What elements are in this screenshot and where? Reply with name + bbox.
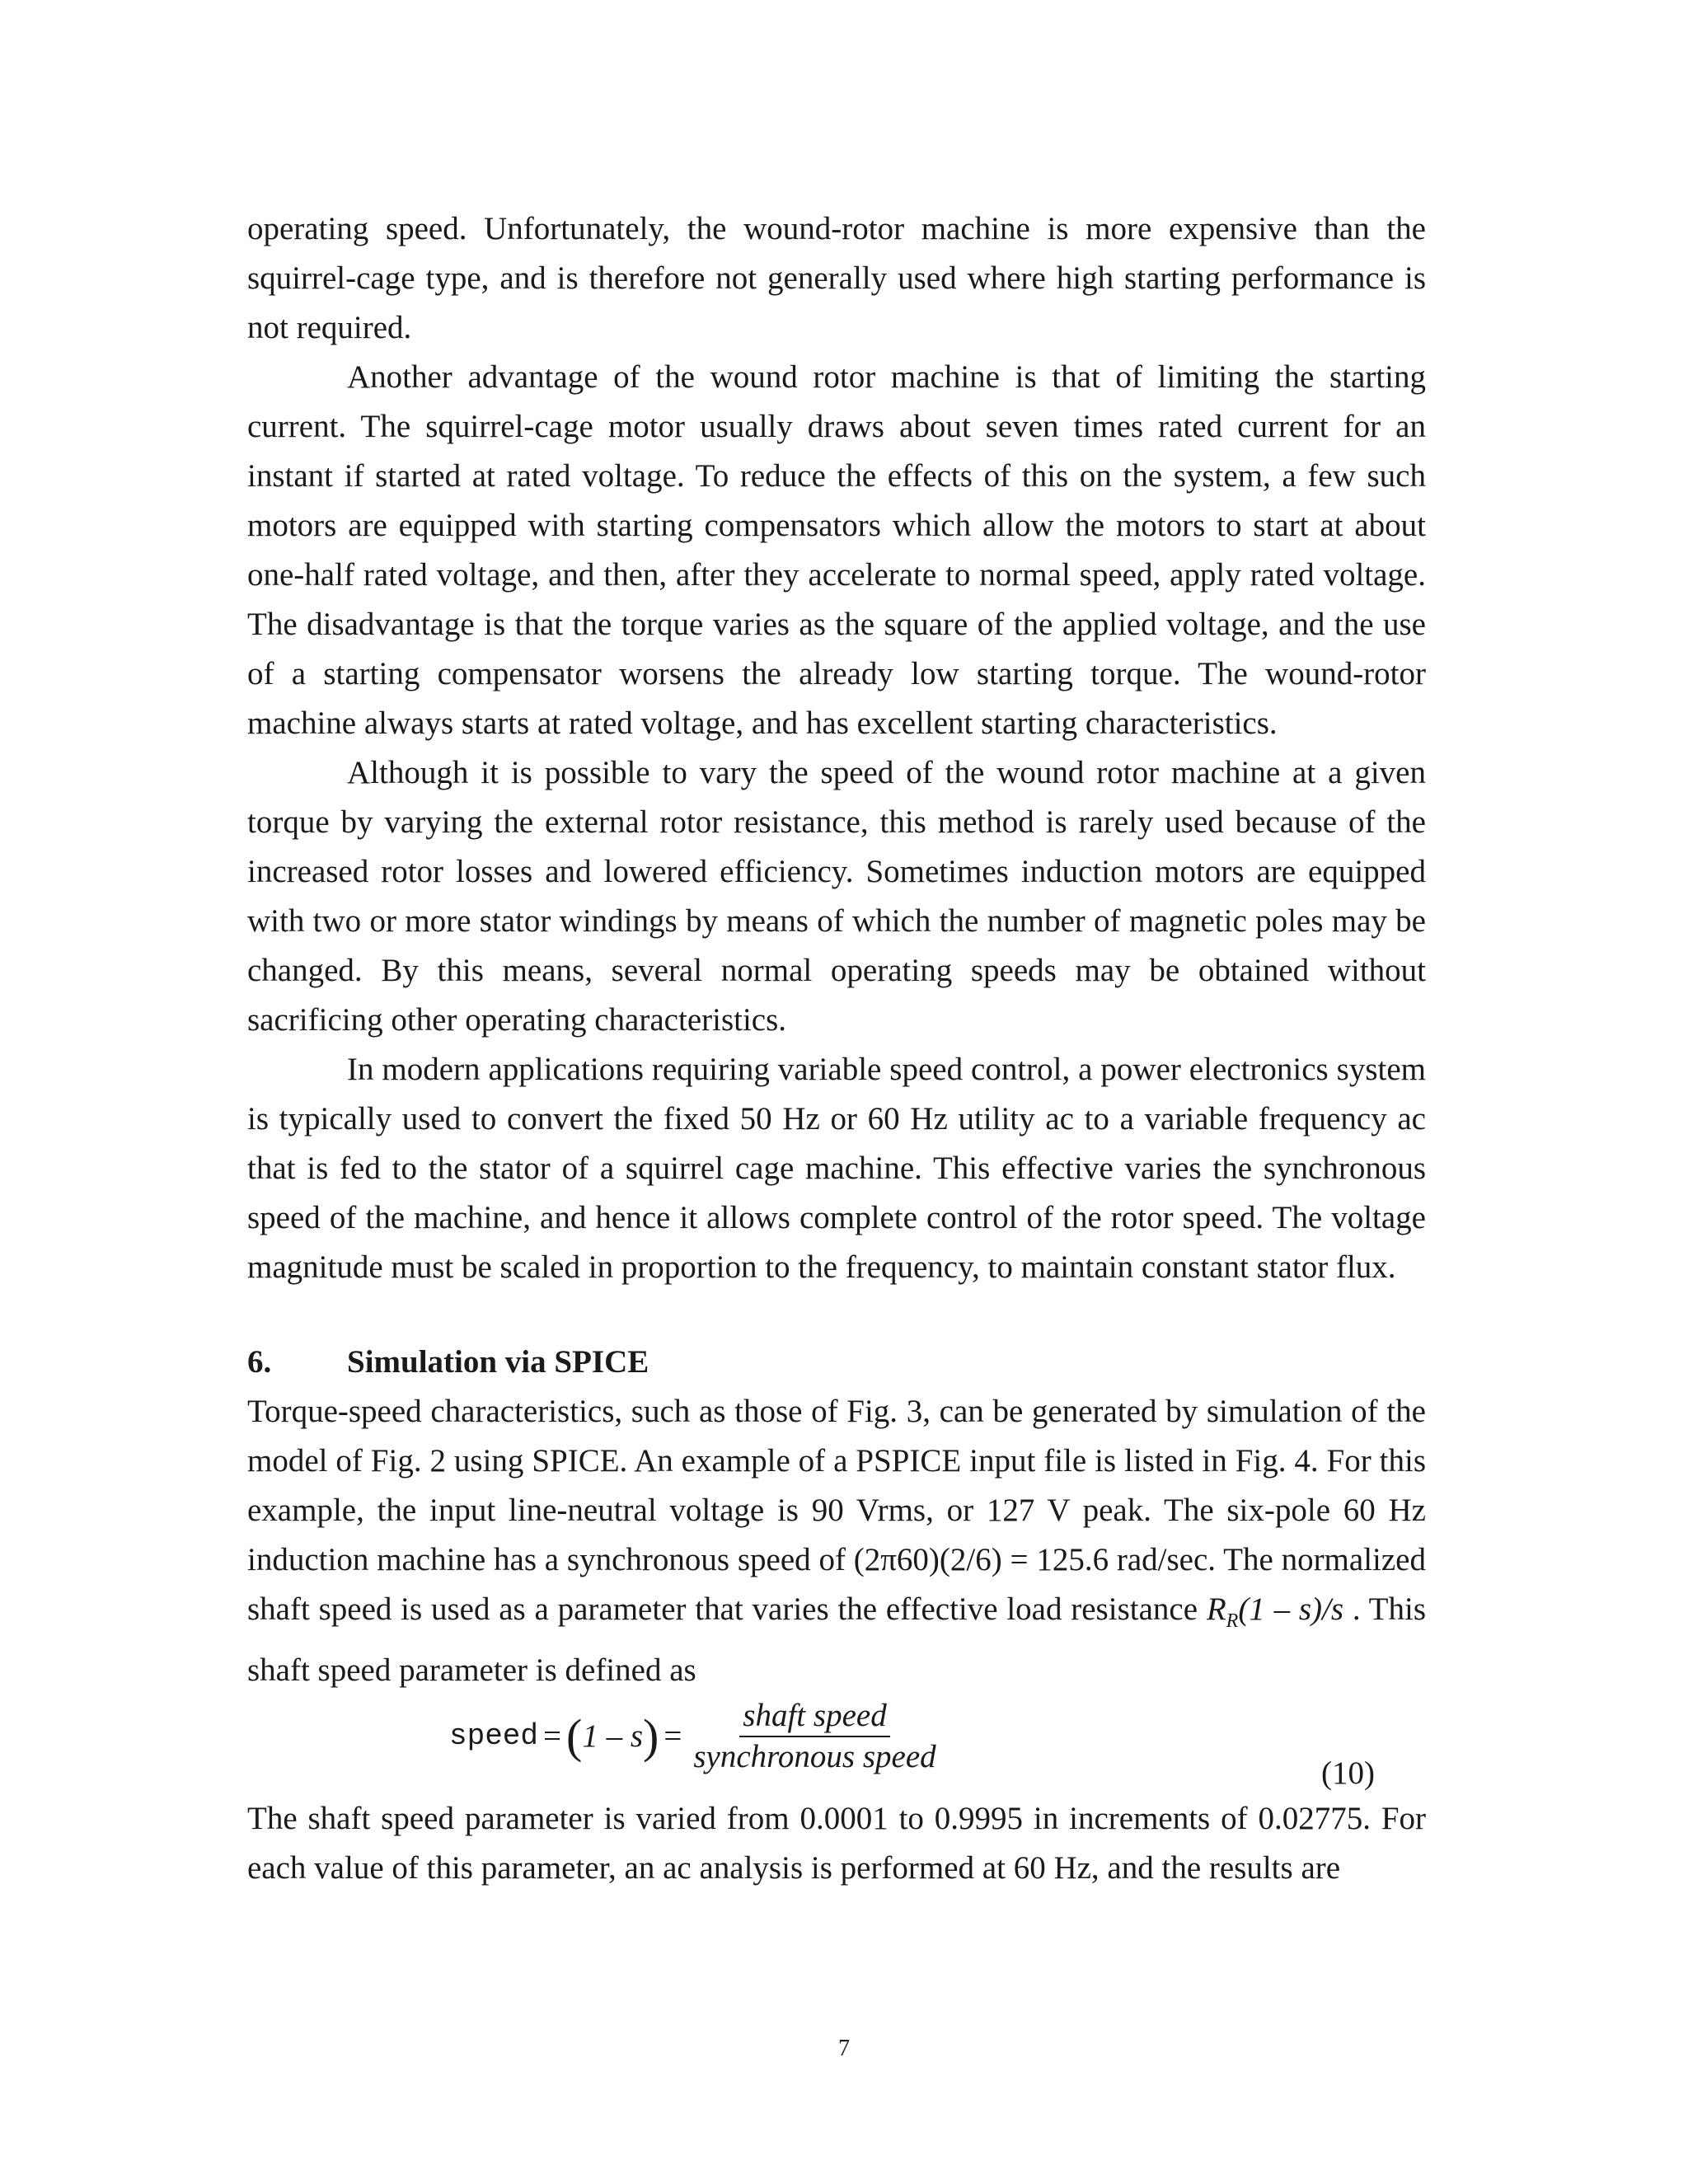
section-heading <box>247 1338 1426 1387</box>
section-number: 6. <box>247 1344 272 1380</box>
equation-number: (10) <box>1321 1755 1375 1791</box>
simulation-trailing-text: . This shaft speed parameter is defined as <box>247 1591 1427 1688</box>
equation-fraction <box>693 1698 935 1775</box>
resistance-symbol: R <box>1206 1591 1226 1627</box>
resistance-subscript: R <box>1226 1610 1239 1632</box>
equation-one-minus-s: 1 – s <box>582 1718 644 1755</box>
paragraph-power-electronics: In modern applications requiring variable speed control, a power electronics system is typically used to convert the fixed 50 Hz or 60 Hz utility ac to a variable frequency ac that is fed to the stator of a squirrel cage machine. This effective varies the synchronous speed of the machine, and hence it allows complete control of the rotor speed. The voltage magnitude must be scaled in proportion to the frequency, to maintain constant stator flux. <box>247 1052 1426 1285</box>
paragraph-continuation: operating speed. Unfortunately, the wound-rotor machine is more expensive than the squirrel-cage type, and is therefore not generally used where high starting performance is not required. <box>247 211 1426 345</box>
paragraph-simulation <box>247 1387 1426 1695</box>
page-body <box>247 204 1426 1893</box>
equation-lhs: speed <box>449 1719 539 1754</box>
resistance-expression: (1 – s)/s <box>1238 1591 1344 1627</box>
equation-10 <box>247 1695 1426 1794</box>
equation-equals-2: = <box>663 1718 682 1755</box>
paragraph-starting-current: Another advantage of the wound rotor machine is that of limiting the starting current. The squirrel-cage motor usually draws about seven times rated current for an instant if started at rated voltage. To reduce the effects of this on the system, a few such motors are equipped with starting compensators which allow the motors to start at about one-half rated voltage, and then, after they accelerate to normal speed, apply rated voltage. The disadvantage is that the torque varies as the square of the applied voltage, and the use of a starting compensator worsens the already low starting torque. The wound-rotor machine always starts at rated voltage, and has excellent starting characteristics. <box>247 359 1426 741</box>
equation-denominator: synchronous speed <box>693 1738 936 1774</box>
equation-body: speed = ( 1 – s ) = $\frac{\text{shaft speed}}{\text{synchronous speed}}$ <box>449 1697 936 1774</box>
section-title: Simulation via SPICE <box>347 1344 649 1380</box>
simulation-text: Torque-speed characteristics, such as those of Fig. 3, can be generated by simulation of the model of Fig. 2 using SPICE. An example of a PSPICE input file is listed in Fig. 4. For this example, the input line-neutral voltage is 90 Vrms, or 127 V peak. The six-pole 60 Hz induction machine has a synchronous speed of (2π60)(2/6) = 125.6 rad/sec. The normalized shaft speed is used as a parameter that varies the effective load resistance <box>247 1394 1426 1627</box>
equation-numerator: shaft speed <box>739 1698 889 1737</box>
equation-equals-1: = <box>543 1718 562 1755</box>
paragraph-speed-variation: Although it is possible to vary the speed of the wound rotor machine at a given torque by varying the external rotor resistance, this method is rarely used because of the increased rotor losses and lowered efficiency. Sometimes induction motors are equipped with two or more stator windings by means of which the number of magnetic poles may be changed. By this means, several normal operating speeds may be obtained without sacrificing other operating characteristics. <box>247 755 1426 1038</box>
paragraph-closing: The shaft speed parameter is varied from 0.0001 to 0.9995 in increments of 0.02775. For each value of this parameter, an ac analysis is performed at 60 Hz, and the results are <box>247 1800 1426 1886</box>
page-number: 7 <box>838 2036 850 2061</box>
